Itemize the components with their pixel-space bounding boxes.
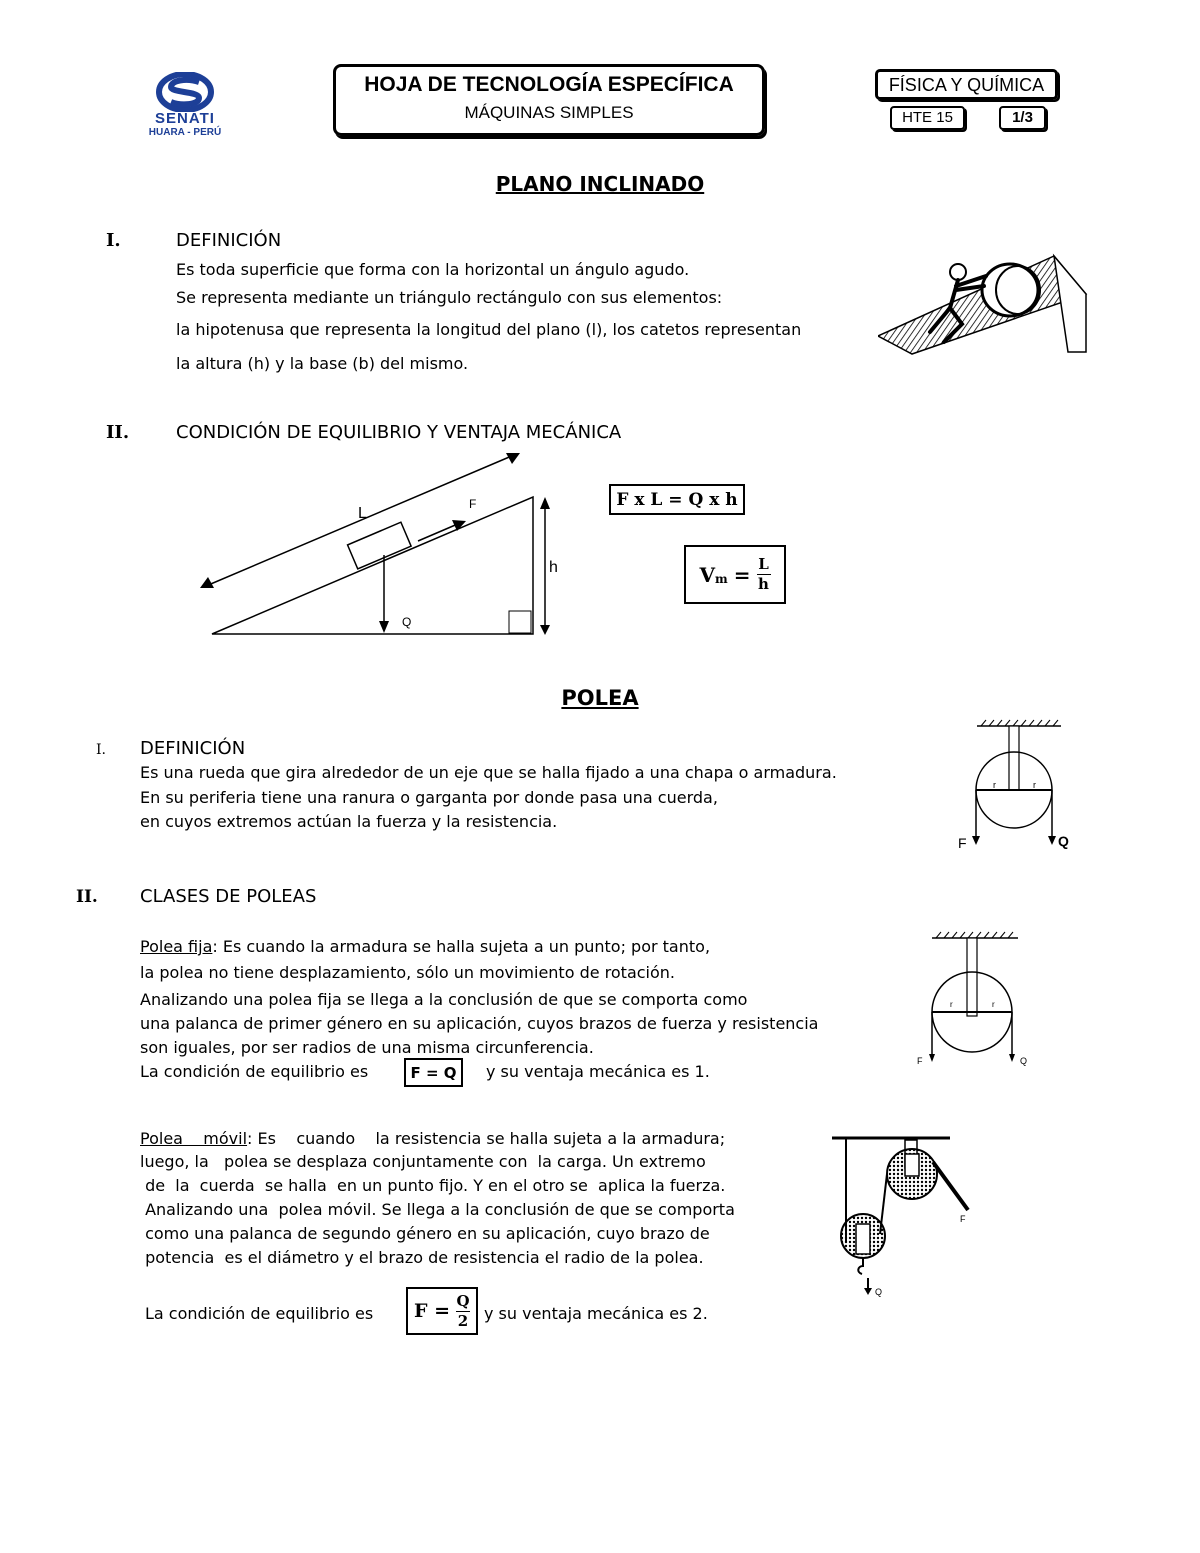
logo-name: SENATI	[155, 110, 215, 127]
polea-def-heading: DEFINICIÓN	[140, 738, 246, 759]
logo-place: HUARA - PERÚ	[148, 127, 222, 138]
plano-def-line-4: la altura (h) y la base (b) del mismo.	[176, 354, 469, 373]
page-title: HOJA DE TECNOLOGÍA ESPECÍFICA	[364, 73, 734, 96]
pulley-definition-diagram	[953, 718, 1078, 853]
force-arrow	[418, 523, 460, 541]
fija-line-2: la polea no tiene desplazamiento, sólo un movimiento de rotación.	[140, 963, 676, 982]
fija-line-3: Analizando una polea fija se llega a la conclusión de que se comporta como	[140, 990, 748, 1009]
fija-line-4: una palanca de primer género en su aplicación, cuyos brazos de fuerza y resistencia	[140, 1014, 819, 1033]
plano-cond-number: II.	[106, 422, 130, 443]
movil-line-2: luego, la polea se desplaza conjuntamente con la carga. Un extremo	[140, 1152, 706, 1171]
plane-triangle	[212, 497, 533, 634]
equation-movil	[406, 1287, 478, 1335]
equation-mechanical-advantage-plano: V m = $\frac{L}{h}$	[684, 545, 786, 604]
pulley2-label-Q: Q	[1020, 1056, 1028, 1066]
inclined-plane-diagram	[190, 445, 570, 645]
pulley3-label-F: F	[960, 1214, 966, 1224]
eq-vm-numerator: L	[758, 555, 769, 573]
plano-def-line-1: Es toda superficie que forma con la horizontal un ángulo agudo.	[176, 260, 690, 279]
pulley2-label-F: F	[917, 1056, 923, 1066]
pulley2-label-r1: r	[950, 1000, 953, 1009]
movil-line-5: como una palanca de segundo género en su aplicación, cuyo brazo de	[140, 1224, 710, 1243]
label-h: h	[549, 559, 558, 576]
polea-def-number: I.	[96, 742, 106, 758]
fija-condition-result: y su ventaja mecánica es 1.	[486, 1062, 710, 1081]
man-pushing-barrel-illustration	[878, 250, 1090, 356]
label-Q: Q	[402, 615, 412, 629]
polea-classes-number: II.	[76, 887, 98, 907]
plano-cond-heading: CONDICIÓN DE EQUILIBRIO Y VENTAJA MECÁNICA	[176, 422, 622, 443]
eq-movil-denominator: 2	[457, 1311, 469, 1330]
movil-label: Polea móvil	[140, 1129, 248, 1148]
fija-condition-text: La condición de equilibrio es	[140, 1062, 369, 1081]
senati-logo-icon	[143, 72, 227, 112]
senati-logo	[143, 72, 243, 142]
eq-vm-lhs: V	[699, 562, 716, 587]
movil-line-4: Analizando una polea móvil. Se llega a la conclusión de que se comporta	[140, 1200, 735, 1219]
movable-pulley-diagram	[828, 1132, 978, 1302]
fixed-pulley-diagram	[912, 930, 1037, 1070]
movil-line-1: Polea móvil: Es cuando la resistencia se halla sujeta a la armadura;	[140, 1129, 726, 1148]
plano-def-line-3: la hipotenusa que representa la longitud del plano (l), los catetos representan	[176, 320, 802, 339]
plano-def-line-2: Se representa mediante un triángulo rectángulo con sus elementos:	[176, 288, 723, 307]
code-badge: HTE 15	[890, 106, 965, 130]
fija-line-1: Polea fija: Es cuando la armadura se halla sujeta a un punto; por tanto,	[140, 937, 711, 956]
polea-def-line-1: Es una rueda que gira alrededor de un eje que se halla fijado a una chapa o armadura.	[140, 763, 837, 782]
pulley1-label-r2: r	[1033, 780, 1036, 790]
pulley1-label-F: F	[958, 835, 967, 851]
eq-movil-lhs: F =	[413, 1300, 451, 1322]
eq-vm-sub: m	[715, 572, 728, 586]
fija-line-5: son iguales, por ser radios de una misma circunferencia.	[140, 1038, 594, 1057]
label-F: F	[469, 497, 477, 511]
section-title-plano: PLANO INCLINADO	[495, 172, 705, 196]
title-box	[333, 64, 765, 136]
eq-movil-numerator: Q	[456, 1291, 470, 1310]
movil-condition-result: y su ventaja mecánica es 2.	[484, 1304, 708, 1323]
pulley1-label-Q: Q	[1058, 833, 1069, 849]
page-subtitle: MÁQUINAS SIMPLES	[464, 103, 634, 122]
right-angle-mark	[509, 611, 531, 633]
plano-def-number: I.	[106, 230, 121, 251]
section-title-polea: POLEA	[561, 686, 639, 710]
plano-def-heading: DEFINICIÓN	[176, 230, 282, 251]
eq-movil-fraction	[456, 1291, 470, 1330]
course-badge: FÍSICA Y QUÍMICA	[875, 69, 1058, 100]
eq-vm-fraction	[757, 557, 771, 592]
page-number-badge: 1/3	[999, 106, 1046, 130]
label-L: L	[358, 505, 367, 522]
equation-balance-plano: F x L = Q x h	[609, 484, 745, 515]
pulley3-label-Q: Q	[875, 1287, 883, 1297]
pulley1-label-r1: r	[993, 780, 996, 790]
fija-label: Polea fija	[140, 937, 213, 956]
eq-vm-denominator: h	[758, 575, 769, 593]
movil-line-6: potencia es el diámetro y el brazo de resistencia el radio de la polea.	[140, 1248, 704, 1267]
polea-def-line-2: En su periferia tiene una ranura o garganta por donde pasa una cuerda,	[140, 788, 718, 807]
movil-line-3: de la cuerda se halla en un punto fijo. Y en el otro se aplica la fuerza.	[140, 1176, 726, 1195]
movil-condition-text: La condición de equilibrio es	[145, 1304, 374, 1323]
polea-classes-heading: CLASES DE POLEAS	[140, 886, 317, 907]
pulley2-label-r2: r	[992, 1000, 995, 1009]
equation-fija: F = Q	[404, 1058, 463, 1087]
polea-def-line-3: en cuyos extremos actúan la fuerza y la resistencia.	[140, 812, 558, 831]
